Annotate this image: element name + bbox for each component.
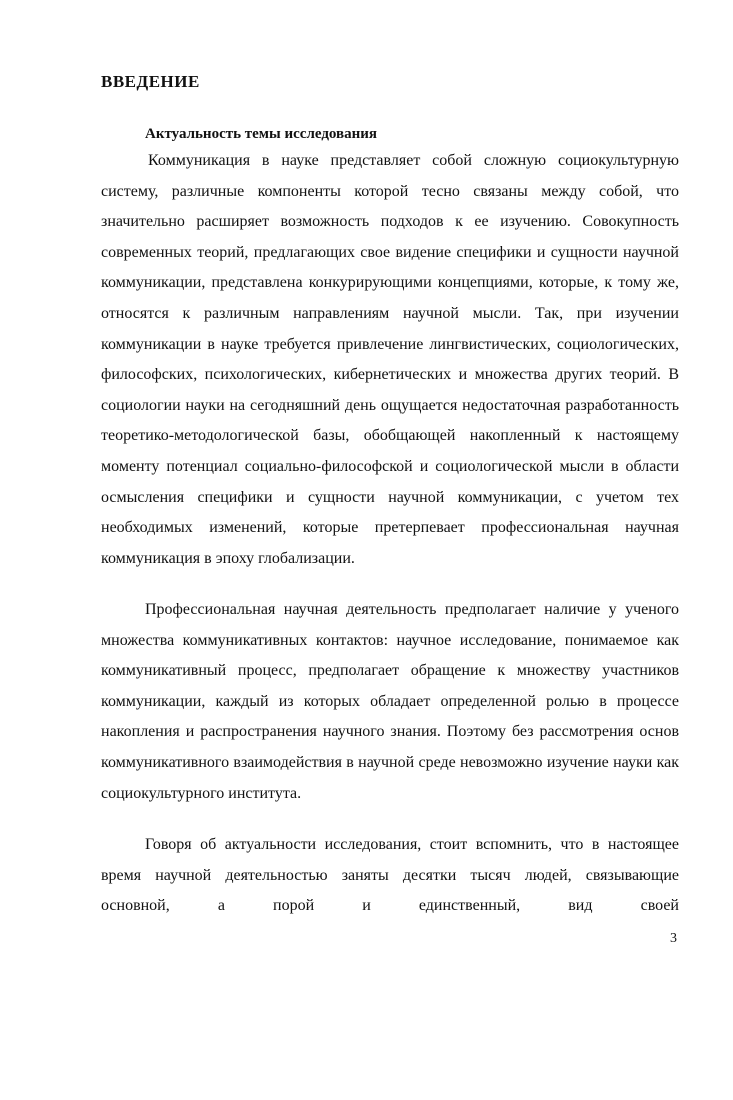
paragraph-2: Профессиональная научная деятельность предполагает наличие у ученого множества коммуникативных контактов: научное исследование, понимаемое как коммуникативный процесс, предполагает обращение к множеству участников коммуникации, каждый из которых обладает определенной ролью в процессе накопления и распространения научного знания. Поэтому без рассмотрения основ коммуникативного взаимодействия в научной среде невозможно изучение науки как социокультурного института. — [101, 601, 679, 802]
subsection-heading: Актуальность темы исследования — [145, 126, 378, 142]
paragraph-1: Коммуникация в науке представляет собой сложную социокультурную систему, различные компоненты которой тесно связаны между собой, что значительно расширяет возможность подходов к ее изучению. Совокупность современных теорий, предлагающих свое видение специфики и сущности научной коммуникации, представлена конкурирующими концепциями, которые, к тому же, относятся к различным направлениям научной мысли. Так, при изучении коммуникации в науке требуется привлечение лингвистических, социологических, философских, психологических, кибернетических и множества других теорий. В социологии науки на сегодняшний день ощущается недостаточная разработанность теоретико-методологической базы, обобщающей накопленный к настоящему моменту потенциал социально-философской и социологической мысли в области осмысления специфики и сущности научной коммуникации, с учетом тех необходимых изменений, которые претерпевает профессиональная научная коммуникация в эпоху глобализации. — [101, 152, 679, 567]
section-heading: ВВЕДЕНИЕ — [101, 72, 200, 91]
paragraph-3: Говоря об актуальности исследования, стоит вспомнить, что в настоящее время научной деятельностью заняты десятки тысяч людей, связывающие основной, а порой и единственный, вид своей — [101, 836, 679, 915]
page-number: 3 — [670, 931, 677, 946]
